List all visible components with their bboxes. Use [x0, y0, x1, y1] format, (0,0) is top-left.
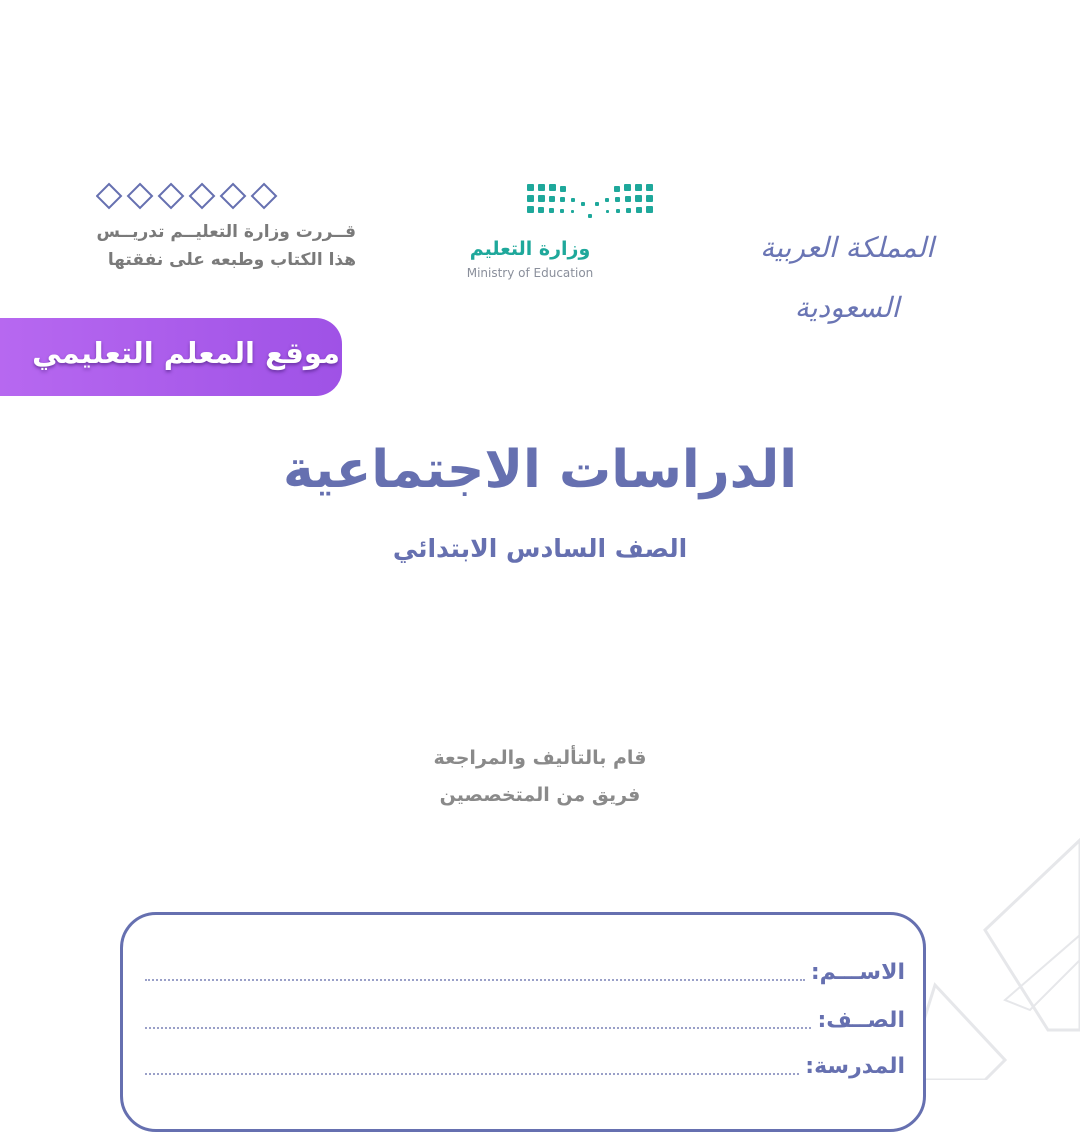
authors-line-2: فريق من المتخصصين — [439, 784, 641, 806]
decree-line-1: قــررت وزارة التعليــم تدريــس — [96, 222, 356, 242]
school-field-label: المدرسة: — [805, 1054, 905, 1079]
teacher-site-banner[interactable] — [0, 318, 342, 396]
ministry-arabic-name: وزارة التعليم — [469, 238, 591, 260]
school-field[interactable] — [145, 1051, 905, 1081]
kingdom-logo: المملكة العربية السعودية — [760, 231, 934, 324]
decree-line-2: هذا الكتاب وطبعه على نفقتها — [107, 250, 356, 270]
ministry-logo — [450, 180, 660, 290]
name-field-line[interactable] — [145, 978, 805, 981]
banner-text: موقع المعلم التعليمي — [32, 336, 340, 370]
ministry-english-name: Ministry of Education — [466, 266, 594, 280]
name-field-label: الاســـم: — [810, 960, 905, 985]
diamond-ornament-icons — [96, 182, 286, 210]
grade-field[interactable] — [145, 1005, 905, 1035]
authors-credit — [340, 740, 740, 814]
decree-text — [70, 218, 356, 274]
name-field[interactable] — [145, 957, 905, 987]
grade-subtitle: الصف السادس الابتدائي — [392, 534, 688, 563]
authors-line-1: قام بالتأليف والمراجعة — [433, 747, 647, 769]
ministry-emblem-icon — [525, 180, 655, 230]
grade-field-label: الصــف: — [817, 1008, 905, 1033]
grade-field-line[interactable] — [145, 1026, 811, 1029]
book-title: الدراسات الاجتماعية — [282, 440, 798, 500]
student-info-box — [120, 912, 926, 1132]
school-field-line[interactable] — [145, 1072, 799, 1075]
